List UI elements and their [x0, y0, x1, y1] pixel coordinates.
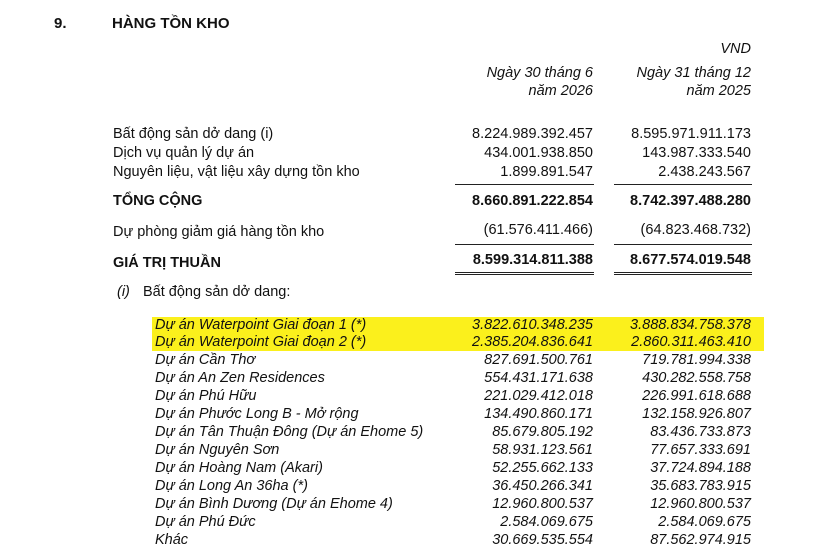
net-double-rule-2026-b [455, 274, 594, 275]
project-value-2026: 134.490.860.171 [484, 406, 593, 422]
project-value-2026: 2.385.204.836.641 [472, 334, 593, 350]
project-value-2025: 12.960.800.537 [650, 496, 751, 512]
section-number: 9. [54, 15, 67, 32]
project-label: Dự án Waterpoint Giai đoạn 2 (*) [155, 334, 367, 350]
column-header-2-line2: năm 2025 [686, 83, 751, 99]
project-label: Khác [155, 532, 189, 548]
net-rule-2026 [455, 244, 594, 245]
total-value-2026: 8.660.891.222.854 [472, 193, 593, 209]
project-value-2026: 30.669.535.554 [492, 532, 593, 548]
project-value-2026: 58.931.123.561 [492, 442, 593, 458]
provision-label: Dự phòng giảm giá hàng tồn kho [113, 224, 325, 240]
net-rule-2025 [614, 244, 752, 245]
project-value-2025: 3.888.834.758.378 [630, 317, 751, 333]
subtotal-rule-2025 [614, 184, 752, 185]
project-label: Dự án Cần Thơ [155, 352, 256, 368]
project-label: Dự án Phước Long B - Mở rộng [155, 406, 359, 422]
column-header-1 [487, 64, 593, 100]
column-header-2-line1: Ngày 31 tháng 12 [636, 65, 751, 81]
project-value-2025: 35.683.783.915 [650, 478, 751, 494]
project-value-2025: 83.436.733.873 [650, 424, 751, 440]
row-value-2026: 8.224.989.392.457 [472, 126, 593, 142]
row-value-2025: 143.987.333.540 [642, 145, 751, 161]
total-label: TỔNG CỘNG [113, 193, 203, 209]
row-value-2026: 434.001.938.850 [484, 145, 593, 161]
project-value-2026: 2.584.069.675 [500, 514, 593, 530]
row-label: Nguyên liệu, vật liệu xây dựng tồn kho [113, 164, 360, 180]
row-value-2026: 1.899.891.547 [500, 164, 593, 180]
project-label: Dự án An Zen Residences [155, 370, 325, 386]
project-value-2025: 87.562.974.915 [650, 532, 751, 548]
project-value-2026: 52.255.662.133 [492, 460, 593, 476]
project-label: Dự án Tân Thuận Đông (Dự án Ehome 5) [155, 424, 424, 440]
provision-value-2025: (64.823.468.732) [640, 222, 751, 238]
project-value-2026: 85.679.805.192 [492, 424, 593, 440]
project-value-2025: 37.724.894.188 [650, 460, 751, 476]
project-value-2026: 36.450.266.341 [492, 478, 593, 494]
project-value-2025: 2.860.311.463.410 [631, 334, 751, 350]
project-value-2026: 3.822.610.348.235 [472, 317, 593, 333]
net-double-rule-2025-b [614, 274, 752, 275]
project-label: Dự án Phú Hữu [155, 388, 257, 404]
section-title: HÀNG TỒN KHO [112, 15, 230, 32]
project-value-2026: 827.691.500.761 [484, 352, 593, 368]
project-label: Dự án Hoàng Nam (Akari) [155, 460, 323, 476]
note-marker: (i) [117, 284, 130, 300]
net-double-rule-2026-a [455, 272, 594, 273]
project-value-2025: 719.781.994.338 [642, 352, 751, 368]
column-header-2 [637, 64, 751, 100]
project-value-2025: 2.584.069.675 [658, 514, 751, 530]
currency-label: VND [720, 41, 751, 57]
row-value-2025: 8.595.971.911.173 [631, 126, 751, 142]
project-value-2026: 554.431.171.638 [484, 370, 593, 386]
net-double-rule-2025-a [614, 272, 752, 273]
note-text: Bất động sản dở dang: [143, 284, 291, 300]
provision-value-2026: (61.576.411.466) [483, 222, 593, 238]
subtotal-rule-2026 [455, 184, 594, 185]
column-header-1-line1: Ngày 30 tháng 6 [486, 65, 593, 81]
project-value-2025: 226.991.618.688 [642, 388, 751, 404]
project-label: Dự án Waterpoint Giai đoạn 1 (*) [155, 317, 367, 333]
project-label: Dự án Long An 36ha (*) [155, 478, 308, 494]
project-value-2025: 430.282.558.758 [642, 370, 751, 386]
total-value-2025: 8.742.397.488.280 [630, 193, 751, 209]
project-label: Dự án Phú Đức [155, 514, 256, 530]
project-label: Dự án Bình Dương (Dự án Ehome 4) [155, 496, 393, 512]
project-value-2026: 12.960.800.537 [492, 496, 593, 512]
project-label: Dự án Nguyên Sơn [155, 442, 280, 458]
project-value-2025: 132.158.926.807 [642, 406, 751, 422]
row-label: Bất động sản dở dang (i) [113, 126, 274, 142]
project-value-2026: 221.029.412.018 [484, 388, 593, 404]
column-header-1-line2: năm 2026 [528, 83, 593, 99]
row-value-2025: 2.438.243.567 [658, 164, 751, 180]
net-value-2025: 8.677.574.019.548 [630, 252, 751, 268]
net-label: GIÁ TRỊ THUẦN [113, 255, 221, 271]
project-value-2025: 77.657.333.691 [650, 442, 751, 458]
row-label: Dịch vụ quản lý dự án [113, 145, 255, 161]
net-value-2026: 8.599.314.811.388 [472, 252, 593, 268]
